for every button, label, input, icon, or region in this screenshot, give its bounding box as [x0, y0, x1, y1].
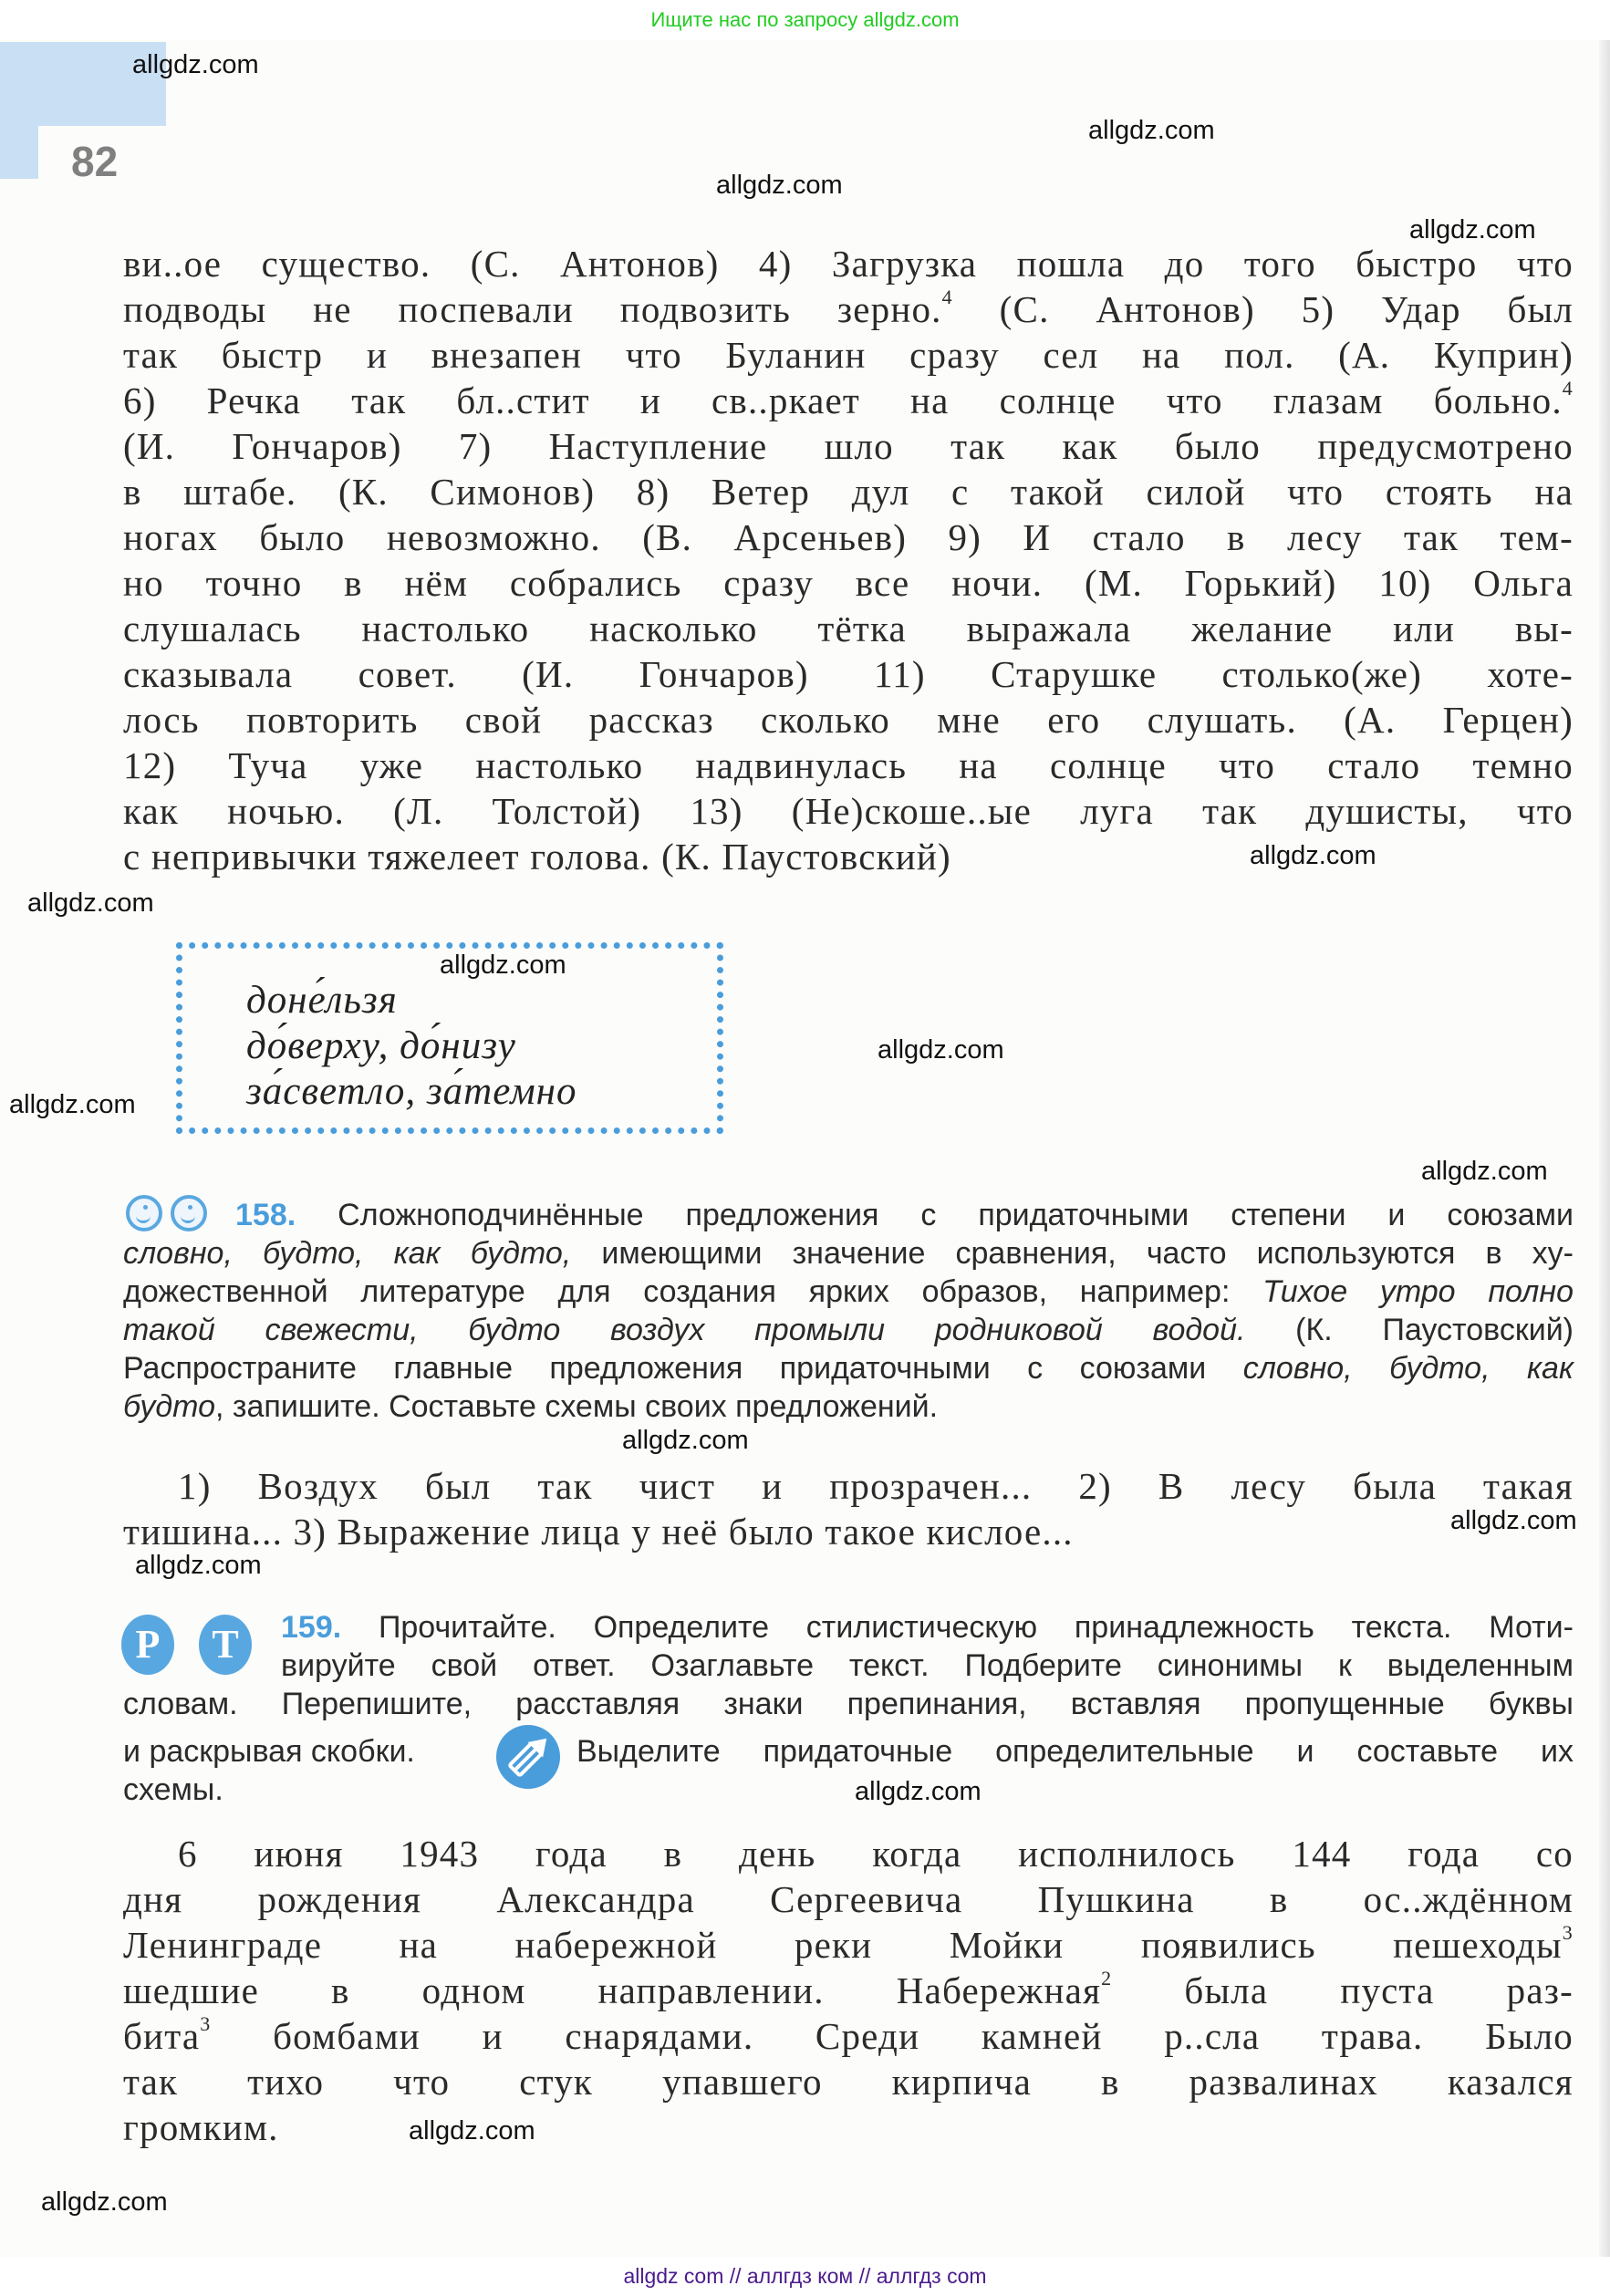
watermark: allgdz.com: [132, 50, 259, 79]
watermark: allgdz.com: [622, 1426, 749, 1455]
page-number: 82: [71, 138, 119, 185]
smiley-icon: [126, 1195, 162, 1231]
watermark: allgdz.com: [27, 888, 154, 918]
watermark: allgdz.com: [9, 1090, 136, 1119]
text-line: лось повторить свой рассказ сколько мне его слушать. (А. Герцен): [123, 699, 1574, 741]
footnote-mark: 3: [1562, 1921, 1574, 1944]
text-fragment: Сложноподчинённые предложения с придаточными степени и союзами: [338, 1198, 1574, 1232]
exercise-number: 159.: [281, 1610, 342, 1645]
exercise-159-text-line: [123, 1923, 1574, 1967]
italic-fragment: Тихое утро полно: [1262, 1274, 1574, 1309]
text-fragment: Прочитайте. Определите стилистическую принадлежность текста. Моти-: [378, 1610, 1574, 1645]
exercise-158-line: [123, 1274, 1574, 1310]
exercise-158-task: тишина... 3) Выражение лица у неё было такое кислое...: [123, 1511, 1074, 1553]
spelling-word: доне́льзя: [246, 979, 398, 1022]
watermark: allgdz.com: [135, 1551, 262, 1580]
footnote-mark: 4: [941, 286, 953, 308]
italic-fragment: будто: [123, 1389, 216, 1424]
italic-fragment: словно, будто, как будто,: [123, 1236, 572, 1271]
text-fragment: (С. Антонов) 5) Удар был: [999, 288, 1574, 330]
spelling-word: до́верху, до́низу: [246, 1024, 516, 1067]
text-line: ви..ое существо. (С. Антонов) 4) Загрузка пошла до того быстро что: [123, 243, 1574, 285]
exercise-159-line: Выделите придаточные определительные и составьте их: [576, 1734, 1574, 1769]
exercise-159-line: схемы.: [123, 1772, 223, 1807]
page-edge-shadow: [1599, 40, 1610, 2257]
watermark: allgdz.com: [440, 951, 566, 980]
text-line: но точно в нём собрались сразу все ночи. (М. Горький) 10) Ольга: [123, 562, 1574, 604]
exercise-159-text-line: дня рождения Александра Сергеевича Пушкина в ос..ждённом: [123, 1878, 1574, 1920]
text-fragment: имеющими значение сравнения, часто используются в ху-: [571, 1236, 1574, 1271]
exercise-number: 158.: [235, 1198, 296, 1232]
exercise-159-text-line: так тихо что стук упавшего кирпича в развалинах казался: [123, 2061, 1574, 2103]
watermark: allgdz.com: [1250, 841, 1376, 870]
italic-fragment: словно, будто, как: [1242, 1351, 1574, 1386]
exercise-158-line: [123, 1313, 1574, 1348]
text-line: [123, 379, 1574, 422]
watermark: allgdz.com: [878, 1035, 1004, 1065]
watermark: allgdz.com: [1088, 116, 1215, 145]
text-fragment: шедшие в одном направлении. Набережная: [123, 1969, 1102, 2011]
text-line: ногах было невозможно. (В. Арсеньев) 9) И стало в лесу так тем-: [123, 516, 1574, 558]
badge-r-icon: Р: [121, 1615, 174, 1675]
exercise-158-task: 1) Воздух был так чист и прозрачен... 2) В лесу была такая: [178, 1465, 1574, 1507]
text-line: слушалась настолько насколько тётка выражала желание или вы-: [123, 608, 1574, 649]
search-banner[interactable]: Ищите нас по запросу allgdz.com: [0, 0, 1610, 40]
exercise-158-line: [123, 1389, 1574, 1425]
exercise-159-line: [281, 1610, 1574, 1646]
watermark: allgdz.com: [1421, 1157, 1548, 1186]
watermark: allgdz.com: [716, 171, 843, 200]
exercise-159-text-line: 6 июня 1943 года в день когда исполнилось 144 года со: [178, 1833, 1574, 1875]
text-line: сказывала совет. (И. Гончаров) 11) Старушке столько(же) хоте-: [123, 653, 1574, 695]
text-line: так быстр и внезапен что Буланин сразу сел на пол. (А. Куприн): [123, 334, 1574, 376]
footnote-mark: 3: [200, 2012, 212, 2035]
text-fragment: была пуста раз-: [1184, 1969, 1574, 2011]
text-fragment: Ленинграде на набережной реки Мойки появились пешеходы: [123, 1924, 1563, 1966]
text-line: как ночью. (Л. Толстой) 13) (Не)скоше..ые луга так душисты, что: [123, 790, 1574, 832]
watermark: allgdz.com: [1450, 1506, 1577, 1535]
exercise-158-line: [235, 1198, 1574, 1233]
exercise-158-line: [123, 1236, 1574, 1272]
text-line: [123, 287, 1574, 331]
text-line: в штабе. (К. Симонов) 8) Ветер дул с такой силой что стоять на: [123, 471, 1574, 513]
exercise-159-text-line: громким.: [123, 2106, 279, 2148]
footer-links[interactable]: allgdz com // аллгдз ком // аллгдз com: [0, 2257, 1610, 2296]
exercise-158-line: [123, 1351, 1574, 1387]
text-fragment: Распространите главные предложения придаточными с союзами: [123, 1351, 1243, 1386]
text-fragment: , запишите. Составьте схемы своих предложений.: [215, 1389, 939, 1424]
text-fragment: бита: [123, 2015, 201, 2057]
text-fragment: дожественной литературе для создания ярких образов, например:: [123, 1274, 1263, 1309]
text-line: 12) Туча уже настолько надвинулась на солнце что стало темно: [123, 744, 1574, 786]
smiley-icon: [171, 1195, 207, 1231]
spelling-word: за́светло, за́темно: [246, 1070, 577, 1113]
watermark: allgdz.com: [855, 1777, 982, 1806]
footnote-mark: 2: [1101, 1967, 1113, 1990]
exercise-159-line: вируйте свой ответ. Озаглавьте текст. Подберите синонимы к выделенным: [281, 1648, 1574, 1683]
exercise-159-line: и раскрывая скобки.: [123, 1734, 415, 1769]
text-fragment: бомбами и снарядами. Среди камней р..сла трава. Было: [273, 2015, 1574, 2057]
watermark: allgdz.com: [41, 2187, 168, 2217]
text-fragment: 6) Речка так бл..стит и св..ркает на солнце что глазам больно.: [123, 379, 1563, 421]
exercise-159-text-line: [123, 1969, 1574, 2012]
italic-fragment: такой свежести, будто воздух промыли родниковой водой.: [123, 1313, 1246, 1347]
text-fragment: (К. Паустовский): [1245, 1313, 1574, 1347]
badge-t-icon: Т: [199, 1615, 252, 1675]
page-corner-decoration-lower: [0, 126, 38, 179]
exercise-159-text-line: [123, 2014, 1574, 2058]
footnote-mark: 4: [1562, 377, 1574, 400]
watermark: allgdz.com: [409, 2116, 535, 2145]
text-fragment: подводы не поспевали подвозить зерно.: [123, 288, 942, 330]
watermark: allgdz.com: [1409, 215, 1536, 244]
text-line: (И. Гончаров) 7) Наступление шло так как было предусмотрено: [123, 425, 1574, 467]
exercise-159-line: словам. Перепишите, расставляя знаки препинания, вставляя пропущенные буквы: [123, 1687, 1574, 1721]
text-line: с непривычки тяжелеет голова. (К. Паустовский): [123, 836, 951, 878]
